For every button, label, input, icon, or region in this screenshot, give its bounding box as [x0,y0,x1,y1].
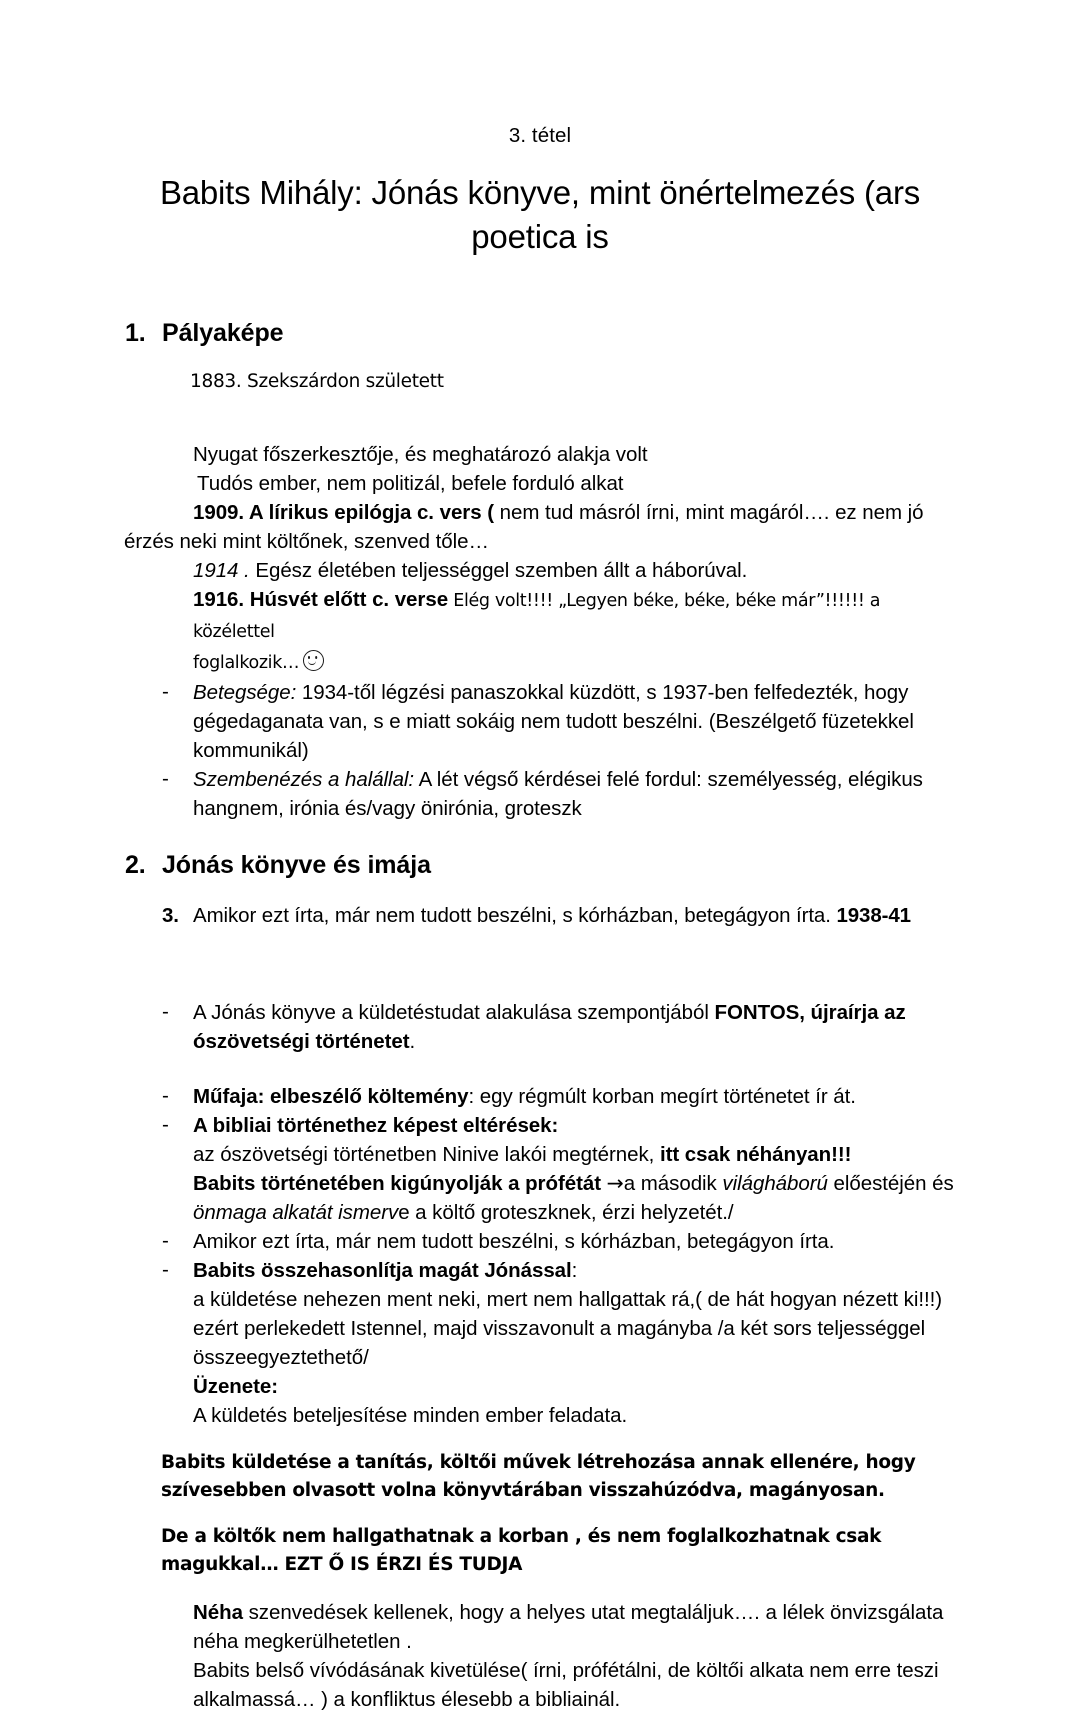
list-item-3-text: Amikor ezt írta, már nem tudott beszélni, s kórházban, betegágyon írta. [193,904,837,927]
year-1909-bold: 1909. A lírikus epilógja c. vers ( [193,501,495,524]
closing-line-3 [125,1598,962,1656]
subject-line: 3. tétel [508,124,572,147]
list-item-3 [125,901,962,930]
page-title: Babits Mihály: Jónás könyve, mint önértelmezés (ars poetica is [159,174,921,255]
elteresek-line-2 [125,1169,962,1198]
szembenezes-label: Szembenézés a halállal: [193,768,415,791]
kuldetese-line-1: a küldetése nehezen ment neki, mert nem hallgattak rá,( de hát hogyan nézett ki!!!) [193,1288,943,1311]
bullet-amikor [125,1227,962,1256]
bullet-elteresek [125,1111,962,1140]
bullet-fontos-text-b: FONTOS, újraírja az ószövetségi történetet [193,1001,906,1053]
year-1916-rest: Elég volt!!!! „Legyen béke, béke, béke már”!!!!!! a közélettel [193,591,881,642]
bullet-osszehasonlitja-label: Babits összehasonlítja magát Jónással [193,1259,572,1282]
closing-line-4: Babits belső vívódásának kivetülése( írni, prófétálni, de költői alkata nem erre teszi alkalmassá… ) a konfliktus élesebb a bibliainál. [193,1658,939,1711]
smiley-face-icon [303,650,324,671]
bullet-betegsege [125,678,962,765]
spacer [125,414,962,440]
list-item-3-number: 3. [162,904,179,927]
birth-line: 1883. Szekszárdon született [190,370,444,392]
year-1916-continuation-text: foglalkozik… [193,653,300,673]
bullet-osszehasonlitja [125,1256,962,1285]
year-1916-bold: 1916. Húsvét előtt c. verse [193,588,449,611]
szembenezes-text: A lét végső kérdései felé fordul: személyesség, elégikus hangnem, irónia és/vagy önirónia, groteszk [193,768,923,820]
bullet-fontos-text-c: . [409,1030,416,1053]
uzenete-label [125,1372,962,1401]
list-item-3-years: 1938-41 [836,904,911,927]
dash-bullet-icon: - [162,1084,169,1107]
betegsege-label: Betegsége: [193,681,297,704]
bullet-mufaja-text: : egy régmúlt korban megírt történetet ír át. [468,1085,856,1108]
year-1909-rest: nem tud másról írni, mint magáról…. ez nem jó [494,501,924,524]
bullet-osszehasonlitja-colon: : [571,1259,578,1282]
dash-bullet-icon: - [162,1258,169,1281]
spacer [125,1056,962,1082]
closing-line-1 [125,1449,962,1505]
section-title-2: Jónás könyve és imája [162,851,431,879]
year-1914-line [125,556,962,585]
bullet-fontos-text-a: A Jónás könyve a küldetéstudat alakulása szempontjából [193,1001,715,1024]
section-number-2: 2. [125,851,146,879]
year-1916-continuation [125,647,962,678]
dash-bullet-icon: - [162,1000,169,1023]
year-1914-rest: Egész életében teljességgel szemben állt a háborúval. [249,559,748,582]
right-arrow-icon: → [606,1171,624,1195]
section-number-1: 1. [125,319,146,347]
nyugat-line: Nyugat főszerkesztője, és meghatározó alakja volt [193,443,648,466]
spacer [125,823,962,849]
bullet-mufaja [125,1082,962,1111]
elteresek-line-1 [125,1140,962,1169]
bullet-amikor-text: Amikor ezt írta, már nem tudott beszélni, s kórházban, betegágyon írta. [193,1230,835,1253]
closing-line-3-bold: Néha [193,1600,243,1624]
uzenete-label-text: Üzenete: [193,1375,279,1398]
document-body [0,317,1080,1714]
bullet-fontos [125,998,962,1056]
section-title-1: Pályaképe [162,319,284,347]
bullet-szembenezes [125,765,962,823]
year-1914-italic: 1914 . [193,559,250,582]
elteresek-line-3 [125,1198,962,1227]
spacer [125,887,962,901]
closing-line-1-bold: Babits küldetése a tanítás [161,1451,427,1473]
closing-line-1-rest: , költői művek létrehozása annak ellenére, hogy szívesebben olvasott volna könyvtárában visszahúzódva, magányosan. [161,1451,916,1501]
elteresek-line-3-rest: e a költő groteszknek, érzi helyzetét./ [398,1201,734,1224]
section-heading-1 [125,317,962,349]
closing-line-2: De a költők nem hallgathatnak a korban , és nem foglalkozhatnak csak magukkal… EZT Ő IS ÉRZI ÉS TUDJA [161,1526,882,1575]
year-1909-continuation: érzés neki mint költőnek, szenved tőle… [124,530,489,553]
elteresek-line-1-a: az ószövetségi történetben Ninive lakói megtérnek, [193,1143,660,1166]
elteresek-line-2-c: előestéjén és [827,1172,954,1195]
dash-bullet-icon: - [162,1229,169,1252]
bullet-elteresek-label: A bibliai történethez képest eltérések: [193,1114,559,1137]
elteresek-line-2-italic: világháború [722,1172,828,1195]
dash-bullet-icon: - [162,767,169,790]
elteresek-line-3-italic: önmaga alkatát ismerv [193,1201,399,1224]
elteresek-line-2-bold: Babits történetében kigúnyolják a prófétát [193,1172,607,1195]
dash-bullet-icon: - [162,1113,169,1136]
spacer [125,936,962,998]
section-heading-2 [125,849,962,881]
betegsege-text: 1934-től légzési panaszokkal küzdött, s 1937-ben felfedezték, hogy gégedaganata van, s e miatt sokáig nem tudott beszélni. (Beszélgető füzetekkel kommunikál) [193,681,914,762]
elteresek-line-2-b: a második [623,1172,723,1195]
dash-bullet-icon: - [162,680,169,703]
document-header [0,0,1080,259]
kuldetese-line-2: ezért perlekedett Istennel, majd visszavonult a magányba /a két sors teljességgel összeegyeztethető/ [193,1317,926,1369]
year-1909-line [125,498,962,527]
closing-line-3-rest: szenvedések kellenek, hogy a helyes utat megtaláljuk…. a lélek önvizsgálata néha megkerülhetetlen . [193,1600,944,1653]
uzenete-text: A küldetés beteljesítése minden ember feladata. [193,1404,628,1427]
year-1916-line [125,585,962,647]
tudos-line: Tudós ember, nem politizál, befele forduló alkat [197,472,624,495]
elteresek-line-1-b: itt csak néhányan!!! [659,1143,852,1166]
bullet-mufaja-label: Műfaja: elbeszélő költemény [193,1085,469,1108]
